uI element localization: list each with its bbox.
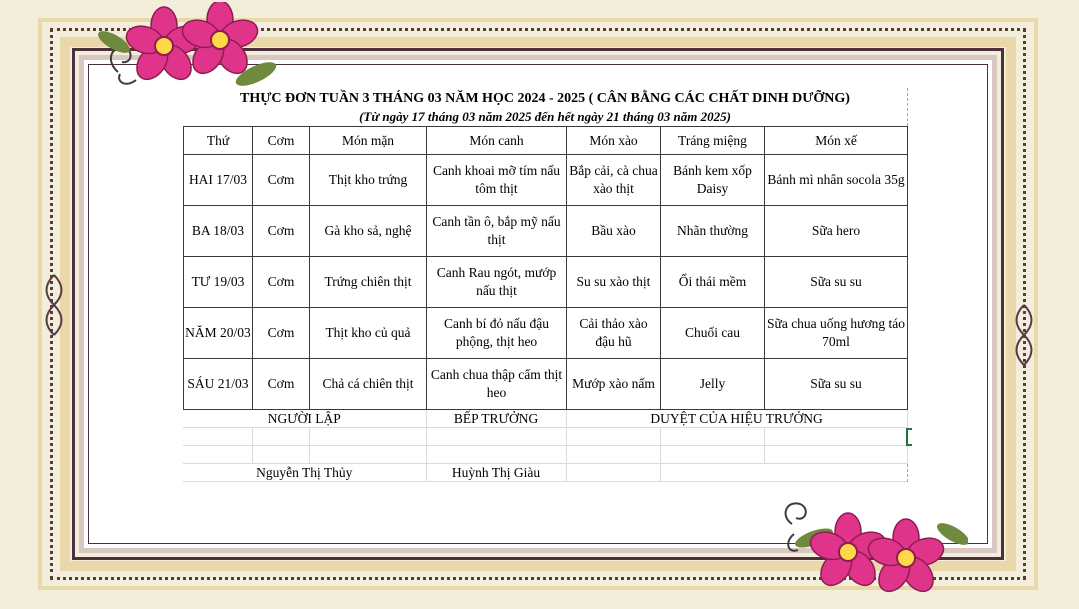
table-cell[interactable]: Cải thảo xào đậu hũ bbox=[567, 308, 661, 359]
table-cell[interactable]: Bánh kem xốp Daisy bbox=[661, 155, 765, 206]
empty-cell[interactable] bbox=[426, 446, 566, 464]
column-header-day[interactable]: Thứ bbox=[184, 127, 253, 155]
empty-cell[interactable] bbox=[426, 428, 566, 446]
empty-cell[interactable] bbox=[764, 428, 907, 446]
left-ornament-icon bbox=[40, 270, 68, 340]
page-subtitle: (Từ ngày 17 tháng 03 năm 2025 đến hết ngày 21 tháng 03 năm 2025) bbox=[359, 109, 731, 124]
table-row bbox=[184, 308, 908, 359]
table-cell[interactable]: Nhãn thường bbox=[661, 206, 765, 257]
table-row bbox=[184, 155, 908, 206]
table-cell[interactable]: Gà kho sả, nghệ bbox=[310, 206, 427, 257]
menu-sheet bbox=[183, 88, 908, 482]
bottom-right-flower-cluster-icon bbox=[778, 494, 968, 604]
table-header-row bbox=[184, 127, 908, 155]
table-cell[interactable]: Jelly bbox=[661, 359, 765, 410]
empty-cell[interactable] bbox=[764, 446, 907, 464]
table-cell[interactable]: Chuối cau bbox=[661, 308, 765, 359]
signature-blank-row bbox=[183, 428, 907, 446]
table-cell[interactable]: Canh bí đỏ nấu đậu phộng, thịt heo bbox=[427, 308, 567, 359]
right-ornament-icon bbox=[1010, 300, 1038, 370]
table-cell[interactable]: Canh khoai mỡ tím nấu tôm thịt bbox=[427, 155, 567, 206]
empty-cell[interactable] bbox=[660, 428, 764, 446]
empty-cell[interactable] bbox=[660, 464, 764, 482]
table-cell[interactable]: Cơm bbox=[253, 206, 310, 257]
table-cell[interactable]: Canh Rau ngót, mướp nấu thịt bbox=[427, 257, 567, 308]
table-cell[interactable]: Canh chua thập cẩm thịt heo bbox=[427, 359, 567, 410]
table-cell[interactable]: Thịt kho trứng bbox=[310, 155, 427, 206]
table-cell[interactable]: Trứng chiên thịt bbox=[310, 257, 427, 308]
principal-approval-label[interactable]: DUYỆT CỦA HIỆU TRƯỞNG bbox=[566, 410, 907, 428]
signature-label-row bbox=[183, 410, 907, 428]
top-left-flower-cluster-icon bbox=[96, 2, 286, 94]
selected-cell-indicator[interactable] bbox=[906, 428, 912, 446]
table-cell-day[interactable]: SÁU 21/03 bbox=[184, 359, 253, 410]
empty-cell[interactable] bbox=[764, 464, 907, 482]
column-header-afternoon-snack[interactable]: Món xế bbox=[765, 127, 908, 155]
table-cell[interactable]: Thịt kho củ quả bbox=[310, 308, 427, 359]
column-header-rice[interactable]: Cơm bbox=[253, 127, 310, 155]
table-cell[interactable]: Chả cá chiên thịt bbox=[310, 359, 427, 410]
column-header-main-dish[interactable]: Món mặn bbox=[310, 127, 427, 155]
chef-label[interactable]: BẾP TRƯỞNG bbox=[426, 410, 566, 428]
signature-name-row bbox=[183, 464, 907, 482]
menu-table bbox=[183, 126, 908, 410]
table-row bbox=[184, 206, 908, 257]
empty-cell[interactable] bbox=[566, 446, 660, 464]
table-cell-day[interactable]: NĂM 20/03 bbox=[184, 308, 253, 359]
table-cell[interactable]: Cơm bbox=[253, 257, 310, 308]
table-cell[interactable]: Cơm bbox=[253, 308, 310, 359]
table-cell[interactable]: Sữa su su bbox=[765, 359, 908, 410]
empty-cell[interactable] bbox=[252, 428, 309, 446]
empty-cell[interactable] bbox=[309, 428, 426, 446]
table-cell[interactable]: Bắp cải, cà chua xào thịt bbox=[567, 155, 661, 206]
empty-cell[interactable] bbox=[183, 428, 252, 446]
table-cell-day[interactable]: HAI 17/03 bbox=[184, 155, 253, 206]
column-header-soup[interactable]: Món canh bbox=[427, 127, 567, 155]
signature-blank-row bbox=[183, 446, 907, 464]
table-row bbox=[184, 257, 908, 308]
table-cell[interactable]: Sữa su su bbox=[765, 257, 908, 308]
table-cell[interactable]: Sữa hero bbox=[765, 206, 908, 257]
empty-cell[interactable] bbox=[183, 446, 252, 464]
table-cell-day[interactable]: TƯ 19/03 bbox=[184, 257, 253, 308]
preparer-name[interactable]: Nguyễn Thị Thủy bbox=[183, 464, 426, 482]
table-cell[interactable]: Ổi thái mềm bbox=[661, 257, 765, 308]
signature-table bbox=[183, 410, 908, 482]
table-cell[interactable]: Su su xào thịt bbox=[567, 257, 661, 308]
chef-name[interactable]: Huỳnh Thị Giàu bbox=[426, 464, 566, 482]
column-header-dessert[interactable]: Tráng miệng bbox=[661, 127, 765, 155]
preparer-label[interactable]: NGƯỜI LẬP bbox=[183, 410, 426, 428]
column-header-stir-fry[interactable]: Món xào bbox=[567, 127, 661, 155]
table-cell[interactable]: Bánh mì nhân socola 35g bbox=[765, 155, 908, 206]
empty-cell[interactable] bbox=[660, 446, 764, 464]
page-title: THỰC ĐƠN TUẦN 3 THÁNG 03 NĂM HỌC 2024 - 2025 ( CÂN BẰNG CÁC CHẤT DINH DƯỠNG) bbox=[240, 91, 850, 106]
table-cell[interactable]: Canh tần ô, bắp mỹ nấu thịt bbox=[427, 206, 567, 257]
table-cell[interactable]: Cơm bbox=[253, 155, 310, 206]
empty-cell[interactable] bbox=[309, 446, 426, 464]
empty-cell[interactable] bbox=[566, 428, 660, 446]
empty-cell[interactable] bbox=[566, 464, 660, 482]
table-cell[interactable]: Bầu xào bbox=[567, 206, 661, 257]
table-cell[interactable]: Mướp xào nấm bbox=[567, 359, 661, 410]
empty-cell[interactable] bbox=[252, 446, 309, 464]
table-cell[interactable]: Cơm bbox=[253, 359, 310, 410]
table-row bbox=[184, 359, 908, 410]
table-cell[interactable]: Sữa chua uống hương táo 70ml bbox=[765, 308, 908, 359]
table-cell-day[interactable]: BA 18/03 bbox=[184, 206, 253, 257]
